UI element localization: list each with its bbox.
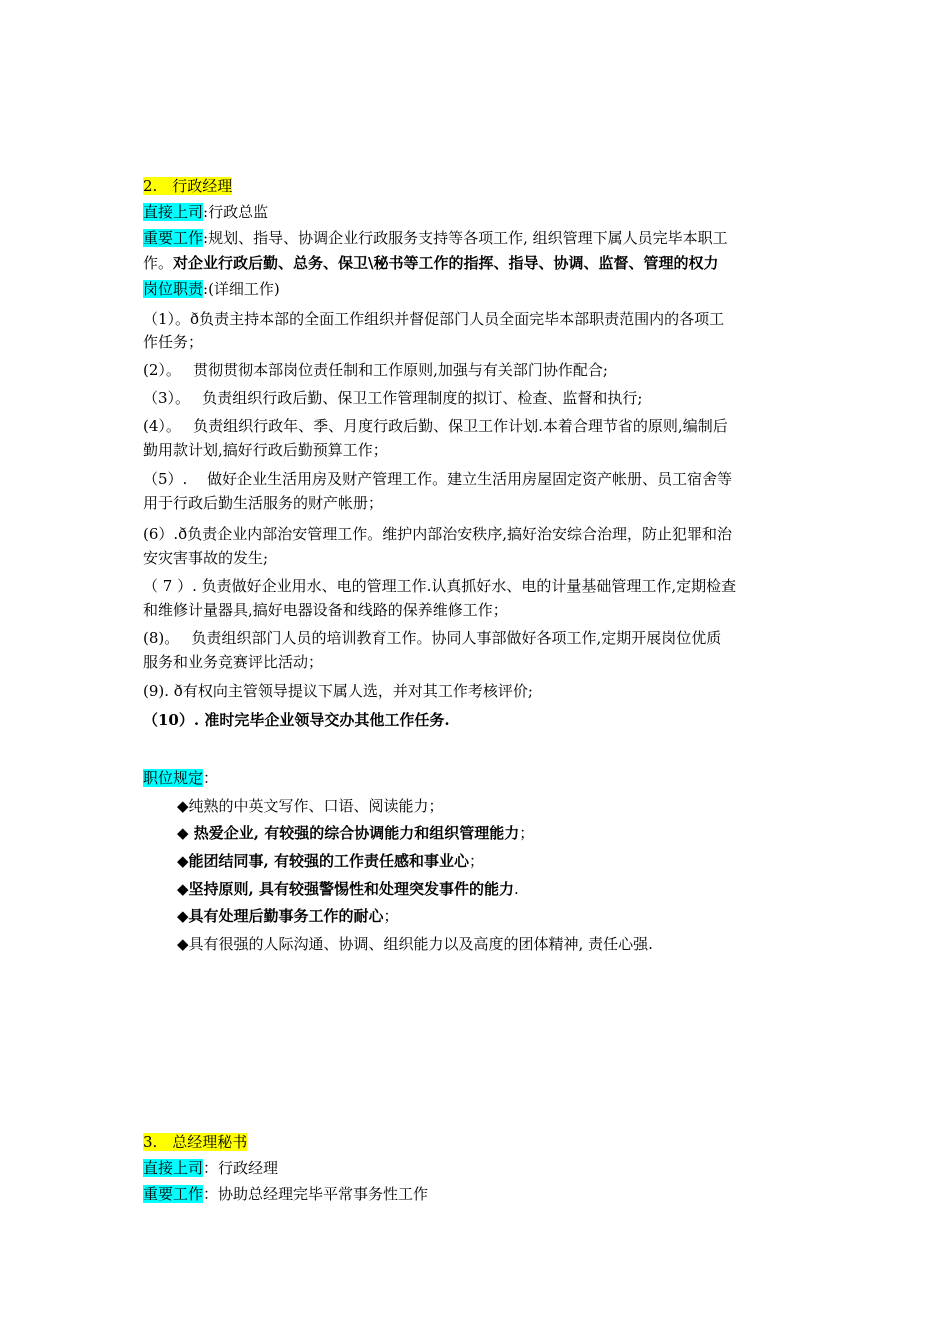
requirement-item: ◆具有很强的人际沟通、协调、组织能力以及高度的团体精神, 责任心强.: [177, 935, 653, 953]
requirements-label: 职位规定: [143, 769, 204, 787]
section3-supervisor: [143, 1158, 278, 1178]
duty-line: 安灾害事故的发生;: [143, 549, 269, 567]
work-label: 重要工作: [143, 1185, 204, 1203]
requirement-item: ◆能团结同事, 有较强的工作责任感和事业心；: [177, 852, 484, 870]
section2-work-line1: [143, 228, 728, 248]
duty-line: (2）。 贯彻贯彻本部岗位责任制和工作原则,加强与有关部门协作配合;: [143, 361, 608, 379]
duty-line: 勤用款计划,搞好行政后勤预算工作；: [143, 441, 388, 459]
requirement-item: ◆具有处理后勤事务工作的耐心；: [177, 907, 399, 925]
duty-line: （ 7 ）. 负责做好企业用水、电的管理工作.认真抓好水、电的计量基础管理工作,定期检查: [143, 577, 737, 595]
duty-line: （5）. 做好企业生活用房及财产管理工作。建立生活用房屋固定资产帐册、员工宿舍等: [143, 470, 733, 488]
duty-line: (6）.ð负责企业内部治安管理工作。维护内部治安秩序,搞好治安综合治理，防止犯罪和治: [143, 525, 732, 543]
requirement-item: ◆坚持原则, 具有较强警惕性和处理突发事件的能力.: [177, 880, 519, 898]
duty-value: :(详细工作): [203, 280, 280, 298]
duty-line: (8)。 负责组织部门人员的培训教育工作。协同人事部做好各项工作,定期开展岗位优质: [143, 629, 722, 647]
supervisor-label: 直接上司: [143, 1159, 204, 1177]
duty-line: (9). ð有权向主管领导提议下属人选，并对其工作考核评价;: [143, 682, 533, 700]
requirement-item: ◆纯熟的中英文写作、口语、阅读能力；: [177, 797, 444, 815]
work-text-2b: 对企业行政后勤、总务、保卫\秘书等工作的指挥、指导、协调、监督、管理的权力: [173, 254, 719, 272]
duty-line-10: （10）. 准时完毕企业领导交办其他工作任务.: [143, 711, 450, 729]
duty-line: 服务和业务竞赛评比活动；: [143, 653, 324, 671]
requirement-item: ◆ 热爱企业, 有较强的综合协调能力和组织管理能力；: [177, 824, 535, 842]
section2-heading: [143, 176, 232, 196]
duty-line: 作任务；: [143, 333, 204, 351]
section3-work: [143, 1184, 428, 1204]
work-text-2a: 作。: [143, 254, 174, 272]
duty-line: （3）。 负责组织行政后勤、保卫工作管理制度的拟订、检查、监督和执行;: [143, 389, 643, 407]
section2-duty-heading: [143, 279, 280, 299]
supervisor-value: :行政总监: [203, 203, 269, 221]
section2-title: 2. 行政经理: [143, 177, 233, 195]
supervisor-label: 直接上司: [143, 203, 204, 221]
duty-line: （1）。ð负责主持本部的全面工作组织并督促部门人员全面完毕本部职责范围内的各项工: [143, 310, 725, 328]
duty-line: 用于行政后勤生活服务的财产帐册；: [143, 494, 384, 512]
duty-label: 岗位职责: [143, 280, 204, 298]
work-label: 重要工作: [143, 229, 204, 247]
requirements-heading: [143, 768, 218, 788]
work-text-1: :规划、指导、协调企业行政服务支持等各项工作, 组织管理下属人员完毕本职工: [203, 229, 728, 247]
section3-title: 3. 总经理秘书: [143, 1133, 248, 1151]
section3-heading: [143, 1132, 247, 1152]
work-value: ：协助总经理完毕平常事务性工作: [203, 1185, 429, 1203]
requirements-colon: ：: [203, 769, 219, 787]
duty-line: (4）。 负责组织行政年、季、月度行政后勤、保卫工作计划.本着合理节省的原则,编制后: [143, 417, 728, 435]
duty-line: 和维修计量器具,搞好电器设备和线路的保养维修工作；: [143, 601, 508, 619]
supervisor-value: ：行政经理: [203, 1159, 279, 1177]
section2-work-line2: [143, 253, 719, 273]
section2-supervisor: [143, 202, 268, 222]
